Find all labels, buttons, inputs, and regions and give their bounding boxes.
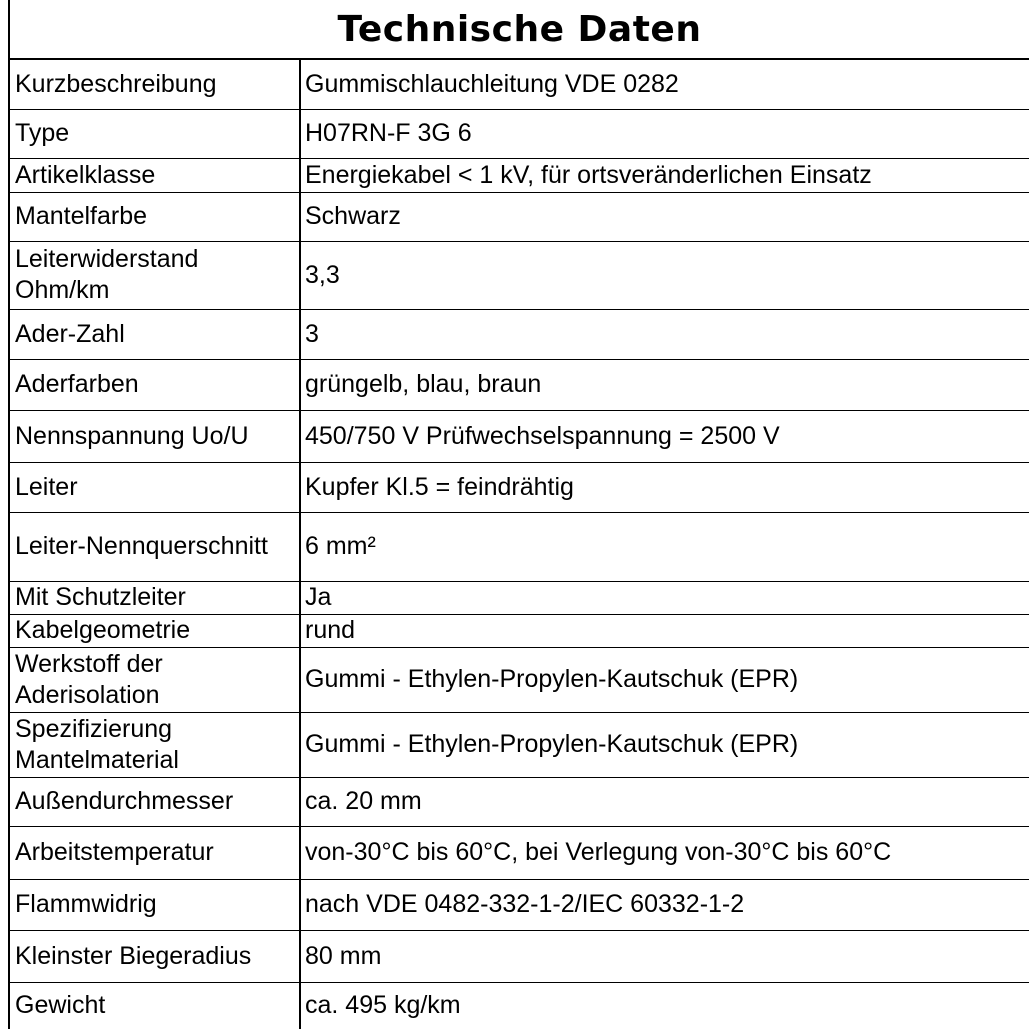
row-value: Energiekabel < 1 kV, für ortsveränderlichen Einsatz: [300, 158, 1029, 192]
row-label: Außendurchmesser: [10, 777, 300, 826]
table-row: [10, 581, 1029, 614]
row-label: Spezifizierung Mantelmaterial: [10, 712, 300, 777]
row-label: Leiter-Nennquerschnitt: [10, 512, 300, 581]
row-value: 3,3: [300, 241, 1029, 309]
row-value: Gummischlauchleitung VDE 0282: [300, 60, 1029, 109]
table-row: [10, 309, 1029, 359]
row-label: Arbeitstemperatur: [10, 826, 300, 879]
table-row: [10, 109, 1029, 158]
table-row: [10, 410, 1029, 462]
spec-sheet: [8, 0, 1029, 1029]
table-row: [10, 879, 1029, 930]
table-row: [10, 826, 1029, 879]
row-label: Nennspannung Uo/U: [10, 410, 300, 462]
row-value: Gummi - Ethylen-Propylen-Kautschuk (EPR): [300, 647, 1029, 712]
table-row: [10, 777, 1029, 826]
row-label: Leiterwiderstand Ohm/km: [10, 241, 300, 309]
row-value: 80 mm: [300, 930, 1029, 982]
table-row: [10, 462, 1029, 512]
row-value: von-30°C bis 60°C, bei Verlegung von-30°C bis 60°C: [300, 826, 1029, 879]
table-row: [10, 60, 1029, 109]
row-value: Kupfer Kl.5 = feindrähtig: [300, 462, 1029, 512]
row-value: ca. 495 kg/km: [305, 991, 461, 1020]
row-value: Ja: [300, 581, 1029, 614]
row-value: H07RN-F 3G 6: [300, 109, 1029, 158]
table-row: [10, 241, 1029, 309]
row-value: nach VDE 0482-332-1-2/IEC 60332-1-2: [300, 879, 1029, 930]
row-value: rund: [300, 614, 1029, 647]
row-label: Flammwidrig: [10, 879, 300, 930]
row-value: ca. 20 mm: [300, 777, 1029, 826]
table-row: [10, 192, 1029, 241]
row-value: grüngelb, blau, braun: [300, 359, 1029, 410]
row-label: Kabelgeometrie: [10, 614, 300, 647]
row-label: Werkstoff der Aderisolation: [10, 647, 300, 712]
table-row: [10, 930, 1029, 982]
row-value: Schwarz: [300, 192, 1029, 241]
table-row: [10, 512, 1029, 581]
row-label: Ader-Zahl: [10, 309, 300, 359]
row-value: 450/750 V Prüfwechselspannung = 2500 V: [300, 410, 1029, 462]
table-row: [10, 982, 1029, 1029]
table-row: [10, 158, 1029, 192]
row-label: Kurzbeschreibung: [10, 60, 300, 109]
row-label: Type: [10, 109, 300, 158]
row-value: 6 mm²: [300, 512, 1029, 581]
row-label: Artikelklasse: [10, 158, 300, 192]
row-value: 3: [300, 309, 1029, 359]
row-label: Gewicht: [10, 982, 300, 1029]
table-row: [10, 712, 1029, 777]
row-label: Leiter: [10, 462, 300, 512]
row-value: Gummi - Ethylen-Propylen-Kautschuk (EPR): [300, 712, 1029, 777]
row-label: Aderfarben: [10, 359, 300, 410]
row-label: Kleinster Biegeradius: [10, 930, 300, 982]
row-label: Mit Schutzleiter: [10, 581, 300, 614]
table-row: [10, 647, 1029, 712]
page-title: Technische Daten: [10, 0, 1029, 60]
specs-table: [10, 60, 1029, 1029]
table-row: [10, 614, 1029, 647]
row-label: Mantelfarbe: [10, 192, 300, 241]
table-row: [10, 359, 1029, 410]
